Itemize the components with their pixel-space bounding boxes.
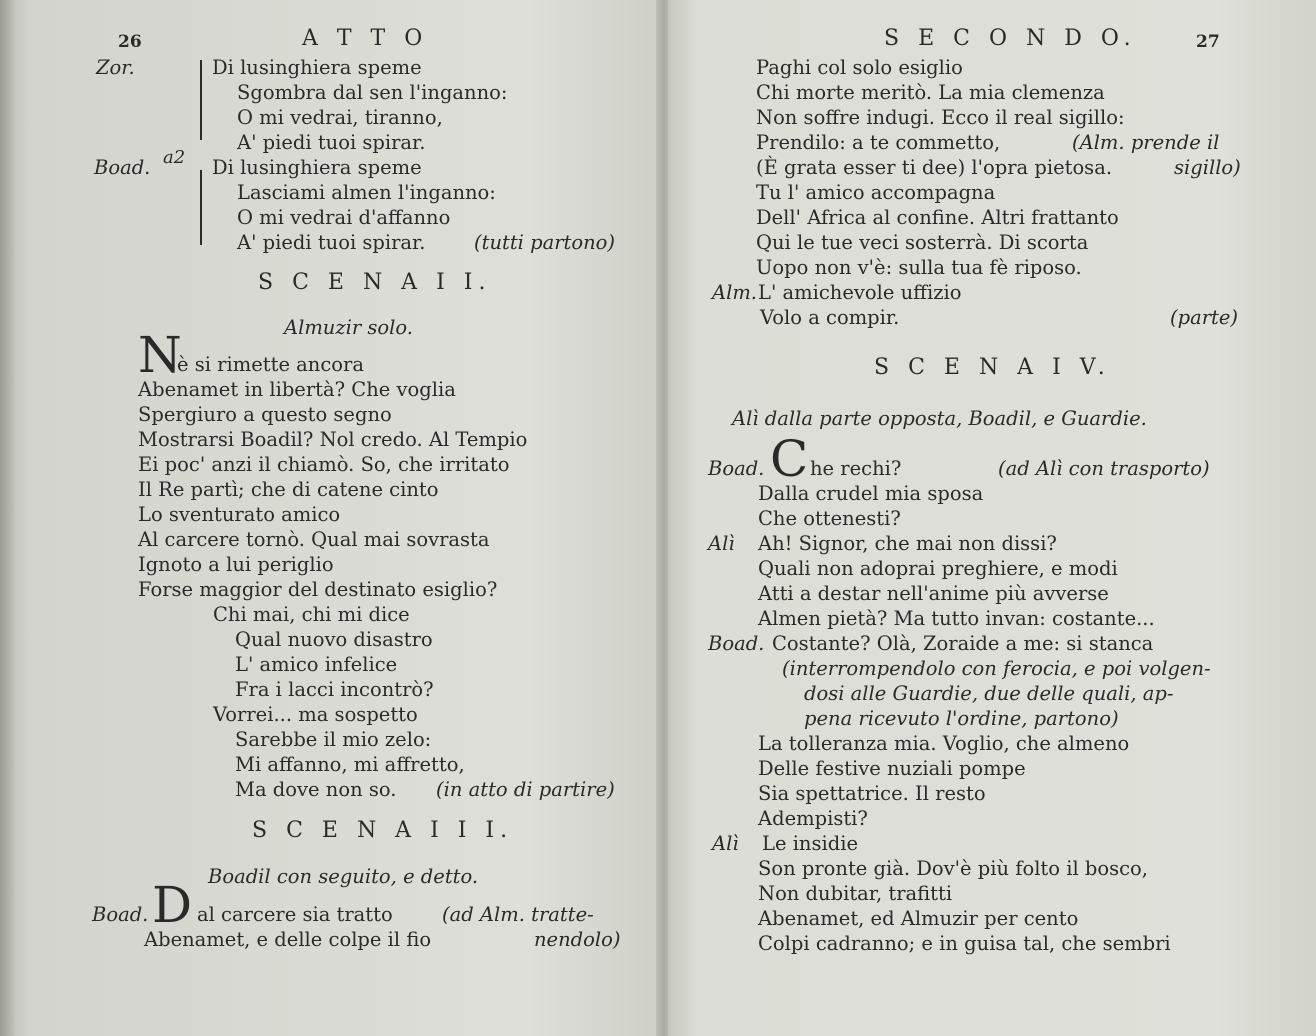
scene-heading: S C E N A I I I. (252, 818, 514, 843)
verse-line: L' amichevole uffizio (758, 281, 962, 304)
verse-line: Tu l' amico accompagna (756, 181, 996, 204)
stage-direction: (tutti partono) (474, 231, 616, 254)
duet-brace-bottom (200, 170, 202, 245)
verse-line: Quali non adoprai preghiere, e modi (758, 557, 1118, 580)
verse-line: Mi affanno, mi affretto, (235, 753, 465, 776)
verse-line: Vorrei... ma sospetto (213, 703, 418, 726)
verse-line: Son pronte già. Dov'è più folto il bosco, (758, 857, 1148, 880)
verse-line: Il Re partì; che di catene cinto (138, 478, 439, 501)
stage-direction: (parte) (1170, 306, 1239, 329)
verse-line: Abenamet in libertà? Che voglia (138, 378, 456, 401)
verse-line: Lasciami almen l'inganno: (237, 181, 496, 204)
right-page (668, 0, 1316, 1036)
verse-line: Qual nuovo disastro (235, 628, 433, 651)
verse-line: Chi mai, chi mi dice (213, 603, 410, 626)
verse-line: Delle festive nuziali pompe (758, 757, 1026, 780)
verse-line: è si rimette ancora (177, 353, 364, 376)
stage-direction: (Alm. prende il (1072, 131, 1220, 154)
drop-cap: C (770, 430, 809, 488)
verse-line: Che ottenesti? (758, 507, 901, 530)
speaker-alm: Alm. (712, 281, 758, 304)
verse-line: Chi morte meritò. La mia clemenza (756, 81, 1105, 104)
verse-line: Ma dove non so. (235, 778, 397, 801)
verse-line: Abenamet, ed Almuzir per cento (758, 907, 1079, 930)
verse-line: Spergiuro a questo segno (138, 403, 392, 426)
verse-line: Volo a compir. (760, 306, 900, 329)
verse-line: Fra i lacci incontrò? (235, 678, 434, 701)
verse-line: Lo sventurato amico (138, 503, 341, 526)
running-head-right: S E C O N D O. (884, 26, 1137, 51)
verse-line: Paghi col solo esiglio (756, 56, 963, 79)
verse-line: Di lusinghiera speme (212, 56, 422, 79)
verse-line: La tolleranza mia. Voglio, che almeno (758, 732, 1130, 755)
verse-line: (È grata esser ti dee) l'opra pietosa. (756, 156, 1113, 179)
stage-direction: dosi alle Guardie, due delle quali, ap- (804, 682, 1174, 705)
verse-line: Non soffre indugi. Ecco il real sigillo: (756, 106, 1125, 129)
stage-direction: pena ricevuto l'ordine, partono) (804, 707, 1119, 730)
page-number-right: 27 (1196, 32, 1220, 52)
book-edge (0, 0, 14, 1036)
verse-line: Ah! Signor, che mai non dissi? (758, 532, 1057, 555)
stage-direction: nendolo) (534, 928, 621, 951)
speaker-boad: Boad. (708, 457, 765, 480)
scene-heading: S C E N A I I. (258, 270, 492, 295)
a2-marker: a2 (163, 147, 186, 168)
verse-line: Dell' Africa al confine. Altri frattanto (756, 206, 1119, 229)
stage-direction: (ad Alì con trasporto) (998, 457, 1210, 480)
verse-line: Atti a destar nell'anime più avverse (758, 582, 1109, 605)
stage-direction: sigillo) (1174, 156, 1241, 179)
verse-line: Di lusinghiera speme (212, 156, 422, 179)
verse-line: Ignoto a lui periglio (138, 553, 334, 576)
verse-line: Forse maggior del destinato esiglio? (138, 578, 498, 601)
verse-line: Le insidie (762, 832, 858, 855)
verse-line: Sgombra dal sen l'inganno: (237, 81, 508, 104)
page-number-left: 26 (118, 32, 142, 52)
duet-brace-top (200, 60, 202, 140)
verse-line: O mi vedrai, tiranno, (237, 106, 443, 129)
verse-line: Prendilo: a te commetto, (756, 131, 1001, 154)
speaker-boad: Boad. (92, 903, 149, 926)
speaker-boad: Boad. (94, 156, 151, 179)
verse-line: Costante? Olà, Zoraide a me: si stanca (772, 632, 1154, 655)
speaker-boad: Boad. (708, 632, 765, 655)
verse-line: Sarebbe il mio zelo: (235, 728, 432, 751)
verse-line: al carcere sia tratto (197, 903, 393, 926)
verse-line: Almen pietà? Ma tutto invan: costante... (758, 607, 1155, 630)
verse-line: Uopo non v'è: sulla tua fè riposo. (756, 256, 1082, 279)
verse-line: Ei poc' anzi il chiamò. So, che irritato (138, 453, 510, 476)
drop-cap: D (152, 876, 193, 934)
verse-line: A' piedi tuoi spirar. (237, 231, 426, 254)
verse-line: Dalla crudel mia sposa (758, 482, 984, 505)
scene-cast: Boadil con seguito, e detto. (208, 865, 479, 888)
verse-line: he rechi? (810, 457, 902, 480)
speaker-ali: Alì (712, 832, 739, 855)
running-head-left: A T T O (302, 26, 429, 51)
verse-line: L' amico infelice (235, 653, 398, 676)
speaker-zor: Zor. (96, 56, 135, 79)
stage-direction: (ad Alm. tratte- (442, 903, 594, 926)
drop-cap: N (138, 326, 182, 384)
verse-line: Abenamet, e delle colpe il fio (144, 928, 432, 951)
scene-heading: S C E N A I V. (874, 355, 1111, 380)
verse-line: Sia spettatrice. Il resto (758, 782, 986, 805)
verse-line: Mostrarsi Boadil? Nol credo. Al Tempio (138, 428, 528, 451)
verse-line: Adempisti? (758, 807, 868, 830)
verse-line: Non dubitar, trafitti (758, 882, 953, 905)
speaker-ali: Alì (708, 532, 735, 555)
scene-cast: Almuzir solo. (284, 316, 413, 339)
stage-direction: (in atto di partire) (436, 778, 615, 801)
verse-line: Colpi cadranno; e in guisa tal, che sembri (758, 932, 1171, 955)
verse-line: A' piedi tuoi spirar. (237, 131, 426, 154)
verse-line: O mi vedrai d'affanno (237, 206, 451, 229)
stage-direction: (interrompendolo con ferocia, e poi volgen- (782, 657, 1211, 680)
scene-cast: Alì dalla parte opposta, Boadil, e Guardie. (732, 407, 1147, 430)
verse-line: Qui le tue veci sosterrà. Di scorta (756, 231, 1089, 254)
verse-line: Al carcere tornò. Qual mai sovrasta (138, 528, 490, 551)
